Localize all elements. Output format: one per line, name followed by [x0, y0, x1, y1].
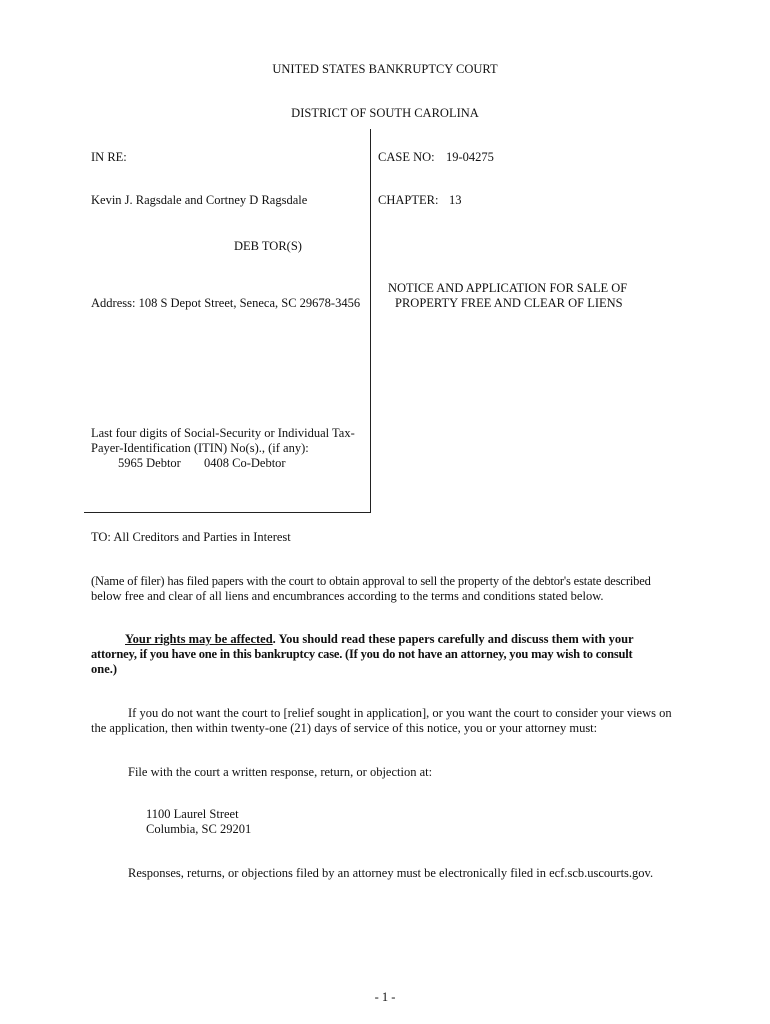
paragraph-2-line-2: the application, then within twenty-one (21) days of service of this notice, you or your attorney must:: [91, 721, 598, 735]
ssn-codebtor: 0408 Co-Debtor: [204, 456, 286, 470]
paragraph-2-line-1: If you do not want the court to [relief sought in application], or you want the court to consider your views on: [128, 706, 672, 720]
rights-underlined: Your rights may be affected: [125, 632, 273, 646]
chapter-label: CHAPTER:: [378, 193, 439, 207]
caption-bottom-rule: [84, 512, 371, 513]
district-title: DISTRICT OF SOUTH CAROLINA: [291, 106, 479, 120]
addressee-line: TO: All Creditors and Parties in Interest: [91, 530, 291, 544]
debtor-address: Address: 108 S Depot Street, Seneca, SC 29678-3456: [91, 296, 361, 310]
case-number: 19-04275: [446, 150, 494, 164]
page-number: - 1 -: [374, 990, 396, 1004]
court-address-line-2: Columbia, SC 29201: [146, 822, 252, 836]
paragraph-1-line-2: below free and clear of all liens and encumbrances according to the terms and conditions stated below.: [91, 589, 604, 603]
debtor-label: DEB TOR(S): [234, 239, 302, 253]
rights-rest: . You should read these papers carefully and discuss them with your: [272, 632, 634, 646]
case-number-label: CASE NO:: [378, 150, 435, 164]
document-title-line-1: NOTICE AND APPLICATION FOR SALE OF: [388, 281, 628, 295]
rights-line-2: attorney, if you have one in this bankruptcy case. (If you do not have an attorney, you may wish to consult: [91, 647, 633, 661]
chapter-number: 13: [449, 193, 462, 207]
rights-line-1: [125, 632, 634, 647]
caption-vertical-divider: [370, 129, 371, 513]
in-re-label: IN RE:: [91, 150, 127, 164]
ssn-line-2: Payer-Identification (ITIN) No(s)., (if any):: [91, 441, 309, 455]
court-title: UNITED STATES BANKRUPTCY COURT: [272, 62, 498, 76]
rights-line-3: one.): [91, 662, 118, 676]
ssn-line-1: Last four digits of Social-Security or Individual Tax-: [91, 426, 355, 440]
document-title-line-2: PROPERTY FREE AND CLEAR OF LIENS: [395, 296, 623, 310]
paragraph-1-line-1: (Name of filer) has filed papers with the court to obtain approval to sell the property of the debtor's estate described: [91, 574, 651, 588]
electronic-filing-note: Responses, returns, or objections filed by an attorney must be electronically filed in ecf.scb.uscourts.gov.: [128, 866, 654, 880]
ssn-debtor: 5965 Debtor: [118, 456, 181, 470]
file-with-court: File with the court a written response, return, or objection at:: [128, 765, 433, 779]
debtors-names: Kevin J. Ragsdale and Cortney D Ragsdale: [91, 193, 308, 207]
court-address-line-1: 1100 Laurel Street: [146, 807, 239, 821]
